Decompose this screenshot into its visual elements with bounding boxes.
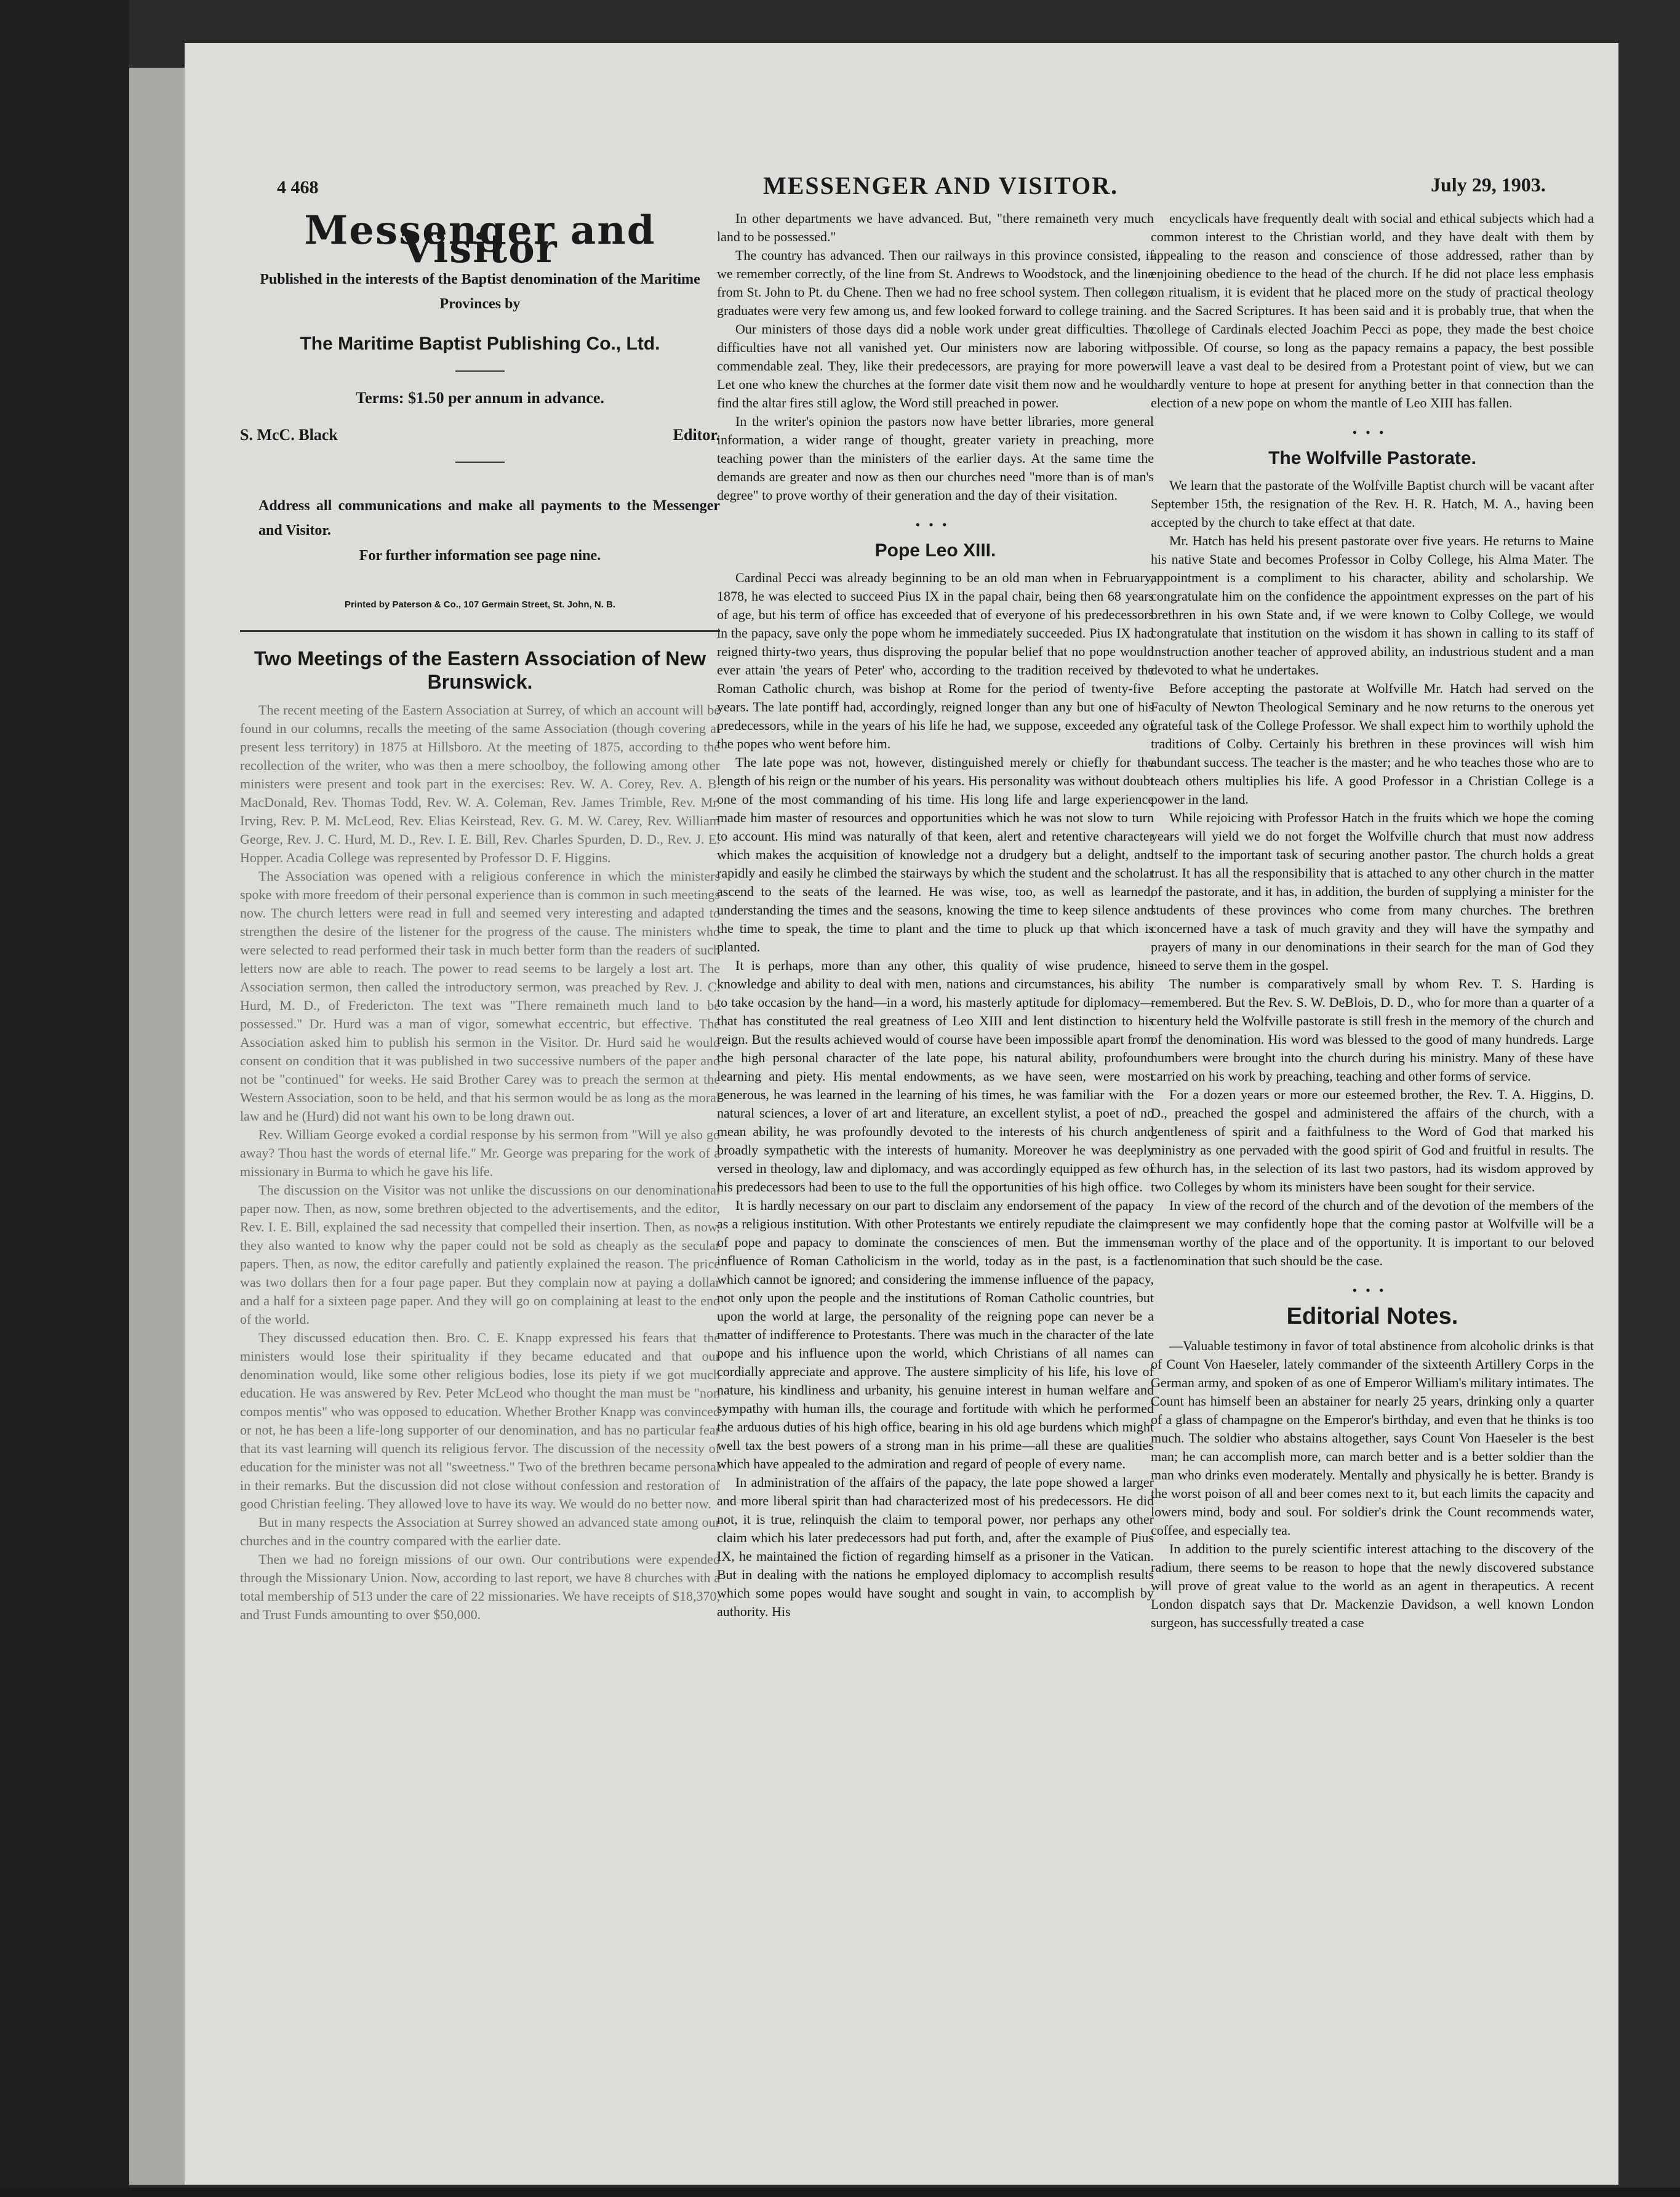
column-left — [240, 209, 720, 1624]
paragraph: In the writer's opinion the pastors now have better libraries, more general information, a wider range of thought, greater variety in preaching, more teaching power than the ministers of the earlier days. At the same time the demands are greater and now as then our churches need "more than is of man's degree" to prove worthy of their generation and the day of their visitation. — [717, 414, 1154, 503]
page-edge — [129, 68, 191, 2185]
section-ornament: ••• — [1352, 1283, 1393, 1298]
paragraph: The country has advanced. Then our railways in this province consisted, if we remember correctly, of the line from St. Andrews to Woodstock, and the line from St. John to Pt. du Chene. Then we had no free school system. Then college graduates were very few among us, and few looked forward to college training. — [717, 247, 1154, 318]
paragraph: In addition to the purely scientific interest attaching to the discovery of the radium, there seems to be reason to hope that the newly discovered substance will prove of great value to the world as an agent in therapeutics. A recent London dispatch says that Dr. Mackenzie Davidson, a well known London surgeon, has successfully treated a case — [1151, 1541, 1594, 1630]
divider — [455, 370, 505, 372]
paragraph: encyclicals have frequently dealt with social and ethical subjects which had a common interest to the Christian world, and they have dealt with them by appealing to the reason and conscience of those addressed, rather than by enjoining obedience to the head of the church. If he did not place less emphasis on ritualism, it is evident that he placed more on the study of practical theology and the Sacred Scriptures. It has been said and it is probably true, that when the college of Cardinals elected Joachim Pecci as pope, they made the best choice possible. Of course, so long as the papacy remains a papacy, the best possible will leave a vast deal to be desired from a Protestant point of view, but we can hardly venture to hope at present for anything better in that connection than the election of a new pope on whom the mantle of Leo XIII has fallen. — [1151, 210, 1594, 410]
scanner-border — [0, 0, 129, 2197]
article-title: Editorial Notes. — [1286, 1303, 1458, 1329]
paragraph: Our ministers of those days did a noble work under great difficulties. The difficulties have not all vanished yet. Our ministers now are laboring with commendable zeal. They, like their predecessors, are praying for more power. Let one who knew the churches at the former date visit them now and he would find the altar fires still aglow, the Word still preached in power. — [717, 321, 1154, 410]
newspaper-page — [185, 43, 1618, 2185]
editor-label: Editor. — [673, 426, 720, 444]
column-middle — [717, 209, 1154, 1621]
paragraph: The number is comparatively small by whom Rev. T. S. Harding is remembered. But the Rev. S. W. DeBlois, D. D., who for more than a quarter of a century held the Wolfville pastorate is still fresh in the memory of the church and of the denomination. His word was blessed to the good of many hundreds. Large numbers were brought into the church during his ministry. Many of these have carried on his work by preaching, teaching and other forms of service. — [1151, 976, 1594, 1084]
scanner-border-bottom — [0, 2188, 1680, 2197]
paragraph: Mr. Hatch has held his present pastorate over five years. He returns to Maine his native State and becomes Professor in Colby College, his Alma Mater. The appointment is a compliment to his character, ability and scholarship. We congratulate him on the confidence the appointment expresses on the part of his brethren in his own State and, if we were known to Colby College, we would congratulate that institution on the wisdom it has shown in calling to its staff of instruction another teacher of approved ability, an industrious student and a man devoted to what he undertakes. — [1151, 533, 1594, 678]
paragraph: We learn that the pastorate of the Wolfville Baptist church will be vacant after September 15th, the resignation of the Rev. H. R. Hatch, M. A., having been accepted by the church to take effect at that date. — [1151, 478, 1594, 530]
paragraph: For a dozen years or more our esteemed brother, the Rev. T. A. Higgins, D. D., preached the gospel and administered the affairs of the church, with a gentleness of spirit and a faithfulness to the Word of God that marked his ministry as one pervaded with the good spirit of God and fruitful in results. The church has, in the selection of its last two pastors, had its wisdom approved by two Colleges by whom its ministers have been sought for their service. — [1151, 1087, 1594, 1195]
paragraph: But in many respects the Association at Surrey showed an advanced state among our churches and in the country compared with the earlier date. — [240, 1515, 720, 1548]
article-title: Pope Leo XIII. — [874, 540, 996, 561]
masthead-printer: Printed by Paterson & Co., 107 Germain Street, St. John, N. B. — [344, 599, 616, 610]
article-title: The Wolfville Pastorate. — [1268, 448, 1476, 468]
paragraph: Before accepting the pastorate at Wolfville Mr. Hatch had served on the Faculty of Newton Theological Seminary and he now returns to the onerous yet grateful task of the College Professor. We shall expect him to worthily uphold the traditions of Colby. Certainly his brethren in these provinces will wish him abundant success. The teacher is the master; and he who teaches those who are to teach others multiplies his life. A good Professor in a Christian College is a power in the land. — [1151, 681, 1594, 807]
divider — [455, 462, 505, 463]
paragraph: It is perhaps, more than any other, this quality of wise prudence, his knowledge and ability to deal with men, nations and circumstances, his ability to take occasion by the hand—in a word, his masterly aptitude for diplomacy—that has constituted the real greatness of Leo XIII and lent distinction to his reign. But the results achieved would of course have been impossible apart from the high personal character of the late pope, his natural ability, profound learning and piety. His mental endowments, as we have seen, were most generous, he was learned in the learning of his times, he was familiar with the natural sciences, a lover of art and literature, an excellent stylist, a poet of no mean ability, he was profoundly devoted to the interests of his church and broadly sympathetic with the interests of humanity. Moreover he was deeply versed in theology, law and diplomacy, and was accordingly equipped as few of his predecessors had been to use to the full the opportunities of his high office. — [717, 958, 1154, 1195]
paragraph: They discussed education then. Bro. C. E. Knapp expressed his fears that the ministers would lose their spirituality if they became educated and that our denomination would, like some other religious bodies, lose its piety if we got much education. He was answered by Rev. Peter McLeod who thought the man must be "non compos mentis" who was opposed to education. Whether Brother Knapp was convinced or not, he has been a life-long supporter of our denomination, and has no particular fear that its vast learning will quench its religious fervor. The discussion of the necessity of education for the minister was not all "sweetness." Two of the brethren became personal in their remarks. But the discussion did not close without confession and restoration of good Christian feeling. They allowed love to have its way. We would do no better now. — [240, 1330, 720, 1511]
paragraph: In other departments we have advanced. But, "there remaineth very much land to be possessed." — [717, 210, 1154, 244]
editor-name: S. McC. Black — [240, 426, 338, 444]
article-body — [240, 701, 720, 1624]
paragraph: Cardinal Pecci was already beginning to be an old man when in February, 1878, he was elected to succeed Pius IX in the papal chair, being then 68 years of age, but his term of office has exceeded that of everyone of his predecessors in the papacy, save only the pope whom he immediately succeeded. Pius IX had reigned thirty-two years, thus disproving the popular belief that no pope would ever attain 'the years of Peter' who, according to the tradition received by the Roman Catholic church, was bishop at Rome for the period of twenty-five years. The late pontiff had, accordingly, reigned longer than any but one of his predecessors, while in the years of his life he had, we suppose, exceeded any of the popes who went before him. — [717, 570, 1154, 751]
section-ornament: ••• — [915, 517, 956, 532]
column-right — [1151, 209, 1594, 1632]
masthead-title: Messenger and Visitor — [304, 207, 656, 272]
paragraph: The discussion on the Visitor was not unlike the discussions on our denominational paper now. Then, as now, some brethren objected to the advertisements, and the editor, Rev. I. E. Bill, explained the sad necessity that compelled their insertion. Then, as now, they also wanted to know why the paper could not be sold as cheaply as the secular papers. Then, as now, the editor carefully and patiently explained the reason. The price was two dollars then for a four page paper. But they complain now at paying a dollar and a half for a sixteen page paper. And they will go on complaining at least to the end of the world. — [240, 1182, 720, 1327]
paragraph: It is hardly necessary on our part to disclaim any endorsement of the papacy as a religious institution. With other Protestants we entirely repudiate the claims of pope and papacy to dominate the consciences of men. But the immense influence of Roman Catholicism in the world, today as in the past, is a fact which cannot be ignored; and considering the immense influence of the papacy, not only upon the people and the institutions of Roman Catholic countries, but upon the world at large, the personality of the reigning pope can never be a matter of indifference to Protestants. There was much in the character of the late pope and his influence upon the world, which Christians of all names can cordially appreciate and approve. The austere simplicity of his life, his love of nature, his kindliness and urbanity, his genuine interest in human welfare and sympathy with human ills, the courage and fortitude with which he performed the arduous duties of his high office, bearing in his old age burdens which might well tax the best powers of a strong man in his prime—all these are qualities which have appealed to the admiration and regard of people of every name. — [717, 1198, 1154, 1471]
divider — [240, 630, 720, 632]
page-header — [185, 129, 1618, 199]
section-ornament: ••• — [1352, 425, 1393, 440]
masthead-address: Address all communications and make all payments to the Messenger and Visitor. — [258, 498, 720, 538]
paragraph: The recent meeting of the Eastern Association at Surrey, of which an account will be found in our columns, recalls the meeting of the same Association (though covering at present less territory) in 1875 at Hillsboro. At the meeting of 1875, according to the recollection of the writer, who was then a mere schoolboy, the following among other ministers were present and took part in the exercises: Rev. W. A. Corey, Rev. A. B. MacDonald, Rev. Thomas Todd, Rev. W. A. Coleman, Rev. James Trimble, Rev. Mr. Irving, Rev. P. M. McLeod, Rev. Elias Keirstead, Rev. G. M. W. Carey, Rev. William George, Rev. J. C. Hurd, M. D., Rev. I. E. Bill, Rev. Charles Spurden, D. D., Rev. J. E. Hopper. Acadia College was represented by Professor D. F. Higgins. — [240, 702, 720, 865]
masthead — [240, 207, 720, 614]
masthead-publisher: The Maritime Baptist Publishing Co., Ltd. — [300, 334, 660, 354]
newspaper-name: MESSENGER AND VISITOR. — [763, 172, 1119, 199]
masthead-editor — [240, 426, 720, 444]
paragraph: In view of the record of the church and of the devotion of the members of the present we may confidently hope that the coming pastor at Wolfville will be a man worthy of the place and of the opportunity. It is important to our beloved denomination that such should be the case. — [1151, 1198, 1594, 1268]
article-title: Two Meetings of the Eastern Association of New Brunswick. — [254, 647, 706, 693]
paragraph: —Valuable testimony in favor of total abstinence from alcoholic drinks is that of Count Von Haeseler, lately commander of the sixteenth Artillery Corps in the German army, and spoken of as one of Emperor William's military intimates. The Count has himself been an abstainer for nearly 25 years, drinking only a quarter of a glass of champagne on the Emperor's birthday, and even that he thinks is too much. The soldier who abstains altogether, says Count Von Haeseler is the best man; he can accomplish more, can march better and is a better soldier than the man who drinks even moderately. Mentally and physically he is better. Brandy is the worst poison of all and beer comes next to it, but each limits the capacity and lowers mind, body and soul. For soldier's drink the Count recommends water, coffee, and especially tea. — [1151, 1338, 1594, 1538]
masthead-further: For further information see page nine. — [359, 548, 601, 564]
page-number: 4 468 — [277, 177, 319, 198]
masthead-subtitle: Published in the interests of the Baptist denomination of the Maritime Provinces by — [260, 271, 700, 312]
paragraph: While rejoicing with Professor Hatch in the fruits which we hope the coming years will yield we do not forget the Wolfville church that must now address itself to the important task of securing another pastor. The church holds a great trust. It has all the responsibility that is attached to any other church in the matter of the pastorate, and it has, in addition, the burden of supplying a minister for the students of these provinces who come from many churches. The brethren concerned have a task of much gravity and they will have the sympathy and prayers of many in our denominations in their search for the man of God they need to serve them in the gospel. — [1151, 810, 1594, 973]
paragraph: Then we had no foreign missions of our own. Our contributions were expended through the Missionary Union. Now, according to last report, we have 8 churches with a total membership of 513 under the care of 22 missionaries. We have receipts of $18,370, and Trust Funds amounting to over $50,000. — [240, 1551, 720, 1622]
issue-date: July 29, 1903. — [1431, 174, 1546, 196]
masthead-terms: Terms: $1.50 per annum in advance. — [356, 389, 604, 407]
paragraph: Rev. William George evoked a cordial response by his sermon from "Will ye also go away? Thou hast the words of eternal life." Mr. George was preparing for the work of a missionary in Burma to which he gave his life. — [240, 1127, 720, 1179]
paragraph: The late pope was not, however, distinguished merely or chiefly for the length of his reign or the number of his years. His personality was without doubt one of the most commanding of his time. His long life and large experience made him master of resources and opportunities which he was not slow to turn to account. His mind was naturally of that keen, alert and retentive character which makes the acquisition of knowledge not a drudgery but a delight, and rapidly and easily he climbed the stairways by which the student and the scholar ascend to the seats of the learned. He was wise, too, as well as learned, understanding the times and the seasons, knowing the time to keep silence and the time to speak, the time to plant and the time to pluck up that which is planted. — [717, 754, 1154, 954]
paragraph: In administration of the affairs of the papacy, the late pope showed a larger and more liberal spirit than had characterized most of his predecessors. He did not, it is true, relinquish the claim to temporal power, nor perhaps any other claim which his later predecessors had put forth, and, after the example of Pius IX, he maintained the fiction of regarding himself as a prisoner in the Vatican. But in dealing with the nations he employed diplomacy to accomplish results which some popes would have sought and sought in vain, to accomplish by authority. His — [717, 1475, 1154, 1619]
paragraph: The Association was opened with a religious conference in which the ministers spoke with more freedom of their personal experience than is common in such meetings now. The church letters were read in full and seemed very interesting and adapted to strengthen the desire of the listener for the progress of the cause. The ministers who were selected to read performed their task in much better form than the readers of such letters now are able to reach. The power to read seems to be largely a lost art. The Association sermon, then called the introductory sermon, was preached by Rev. J. C. Hurd, M. D., of Fredericton. The text was "There remaineth much land to be possessed." Dr. Hurd was a man of vigor, somewhat eccentric, but effective. The Association asked him to publish his sermon in the Visitor. Dr. Hurd said he would consent on condition that it was published in two successive numbers of the paper and not be "continued" for weeks. He said Brother Carey was to preach the sermon at the Western Association, soon to be held, and that his sermon would be as long as the moral law and he (Hurd) did not want his own to be long drawn out. — [240, 868, 720, 1124]
